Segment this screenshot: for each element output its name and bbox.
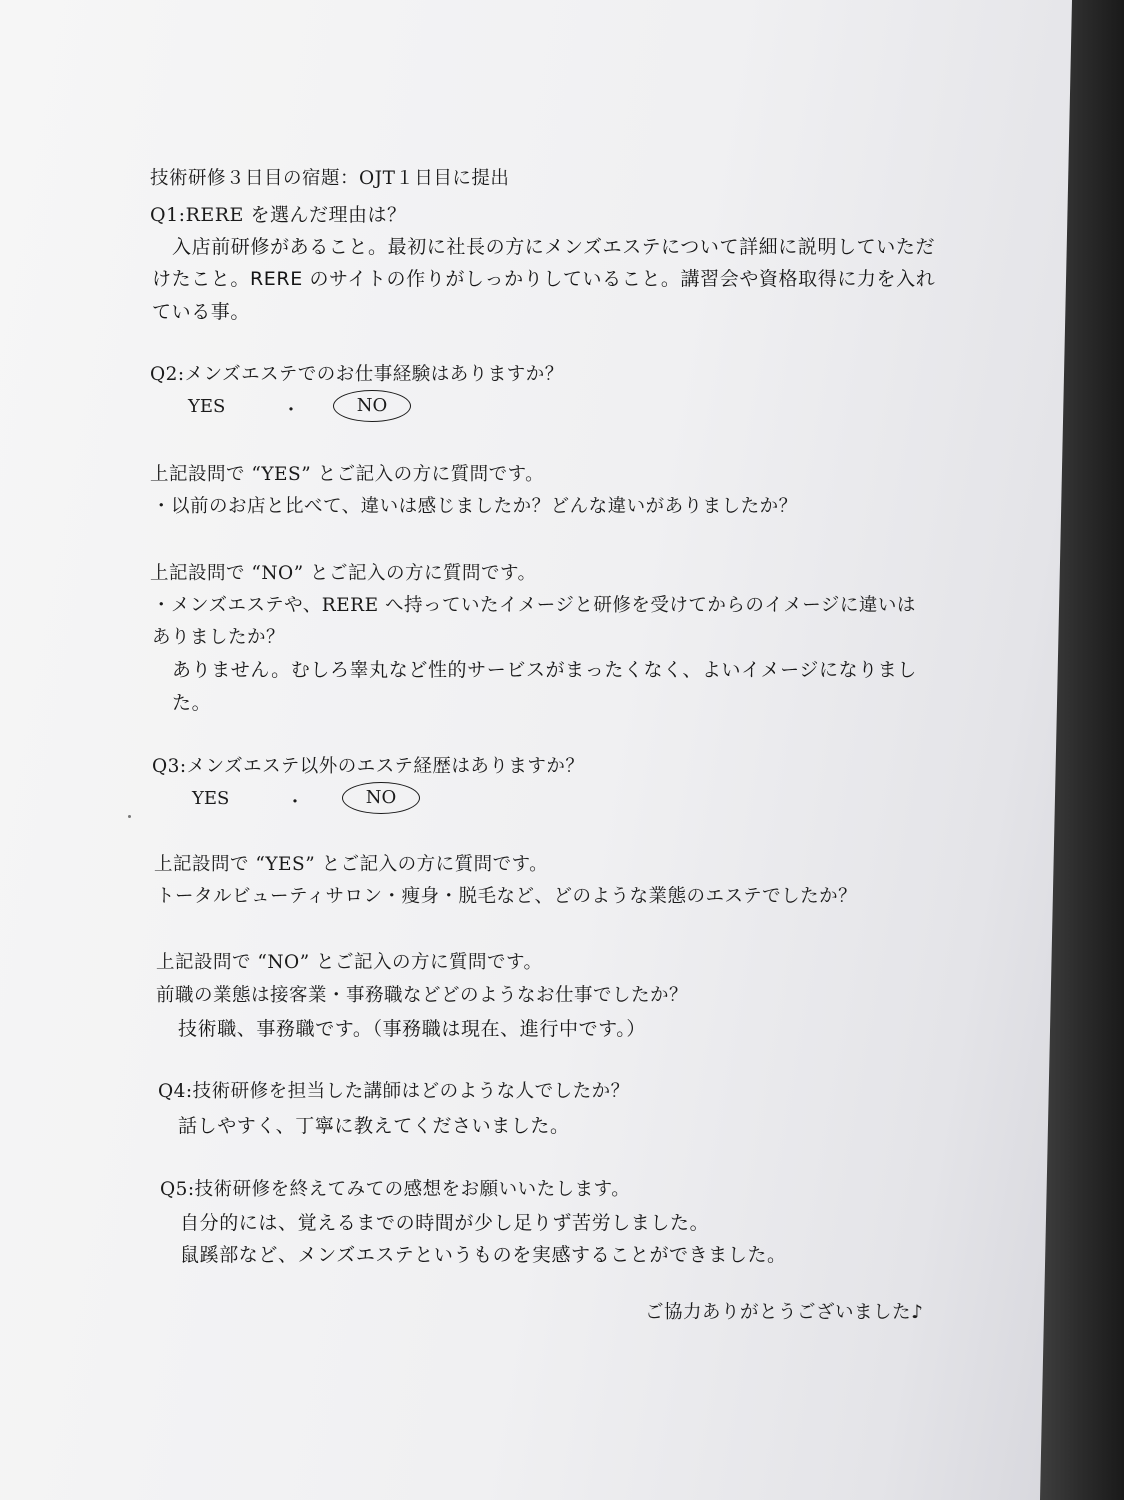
q2-if-no-answer-line: ありません。むしろ睾丸など性的サービスがまったくなく、よいイメージになりまし bbox=[172, 659, 917, 681]
q1-answer-line: けたこと。RERE のサイトの作りがしっかりしていること。講習会や資格取得に力を入れ bbox=[152, 268, 936, 290]
document-header: 技術研修３日目の宿題：OJT１日目に提出 bbox=[150, 168, 510, 189]
q2-if-no-question-line: ありましたか？ bbox=[152, 627, 286, 648]
q5-answer-line: 鼠蹊部など、メンズエステというものを実感することができました。 bbox=[180, 1244, 787, 1266]
q2-option-separator: ・ bbox=[282, 400, 300, 421]
q2-no-option: NO bbox=[356, 395, 388, 417]
q2-if-no-question-line: ・メンズエステや、RERE へ持っていたイメージと研修を受けてからのイメージに違いは bbox=[152, 595, 916, 616]
q3-if-no-heading: 上記設問で “NO” とご記入の方に質問です。 bbox=[156, 952, 543, 973]
q3-no-option: NO bbox=[365, 787, 397, 809]
closing-thanks: ご協力ありがとうございました♪ bbox=[645, 1302, 924, 1323]
q2-yes-option: YES bbox=[188, 396, 226, 417]
q1-answer-line: ている事。 bbox=[152, 301, 251, 323]
q2-question: Q2:メンズエステでのお仕事経験はありますか？ bbox=[150, 364, 564, 385]
q3-if-no-question: 前職の業態は接客業・事務職などどのようなお仕事でしたか？ bbox=[156, 985, 689, 1006]
q3-option-separator: ・ bbox=[286, 792, 304, 813]
q3-if-yes-question: トータルビューティサロン・痩身・脱毛など、どのような業態のエステでしたか？ bbox=[156, 886, 858, 907]
q2-if-no-heading: 上記設問で “NO” とご記入の方に質問です。 bbox=[150, 563, 537, 584]
q1-answer-line: 入店前研修があること。最初に社長の方にメンズエステについて詳細に説明していただ bbox=[172, 236, 936, 258]
q1-question: Q1:RERE を選んだ理由は？ bbox=[150, 204, 407, 226]
q2-no-option-circled bbox=[333, 390, 411, 422]
q3-no-option-circled bbox=[342, 782, 420, 814]
q3-if-no-answer: 技術職、事務職です。（事務職は現在、進行中です。） bbox=[178, 1018, 646, 1040]
q3-question: Q3:メンズエステ以外のエステ経歴はありますか？ bbox=[152, 756, 585, 777]
q2-if-yes-question: ・以前のお店と比べて、違いは感じましたか？どんな違いがありましたか？ bbox=[152, 496, 798, 517]
q5-question: Q5:技術研修を終えてみての感想をお願いいたします。 bbox=[160, 1179, 631, 1200]
q2-if-yes-heading: 上記設問で “YES” とご記入の方に質問です。 bbox=[150, 464, 545, 485]
q3-yes-option: YES bbox=[192, 788, 230, 809]
q2-if-no-answer-line: た。 bbox=[172, 692, 212, 714]
q5-answer-line: 自分的には、覚えるまでの時間が少し足りず苦労しました。 bbox=[180, 1212, 710, 1234]
q4-answer: 話しやすく、丁寧に教えてくださいました。 bbox=[178, 1115, 570, 1137]
paper-speck bbox=[128, 815, 131, 818]
q3-if-yes-heading: 上記設問で “YES” とご記入の方に質問です。 bbox=[154, 854, 549, 875]
q4-question: Q4:技術研修を担当した講師はどのような人でしたか？ bbox=[158, 1081, 630, 1102]
